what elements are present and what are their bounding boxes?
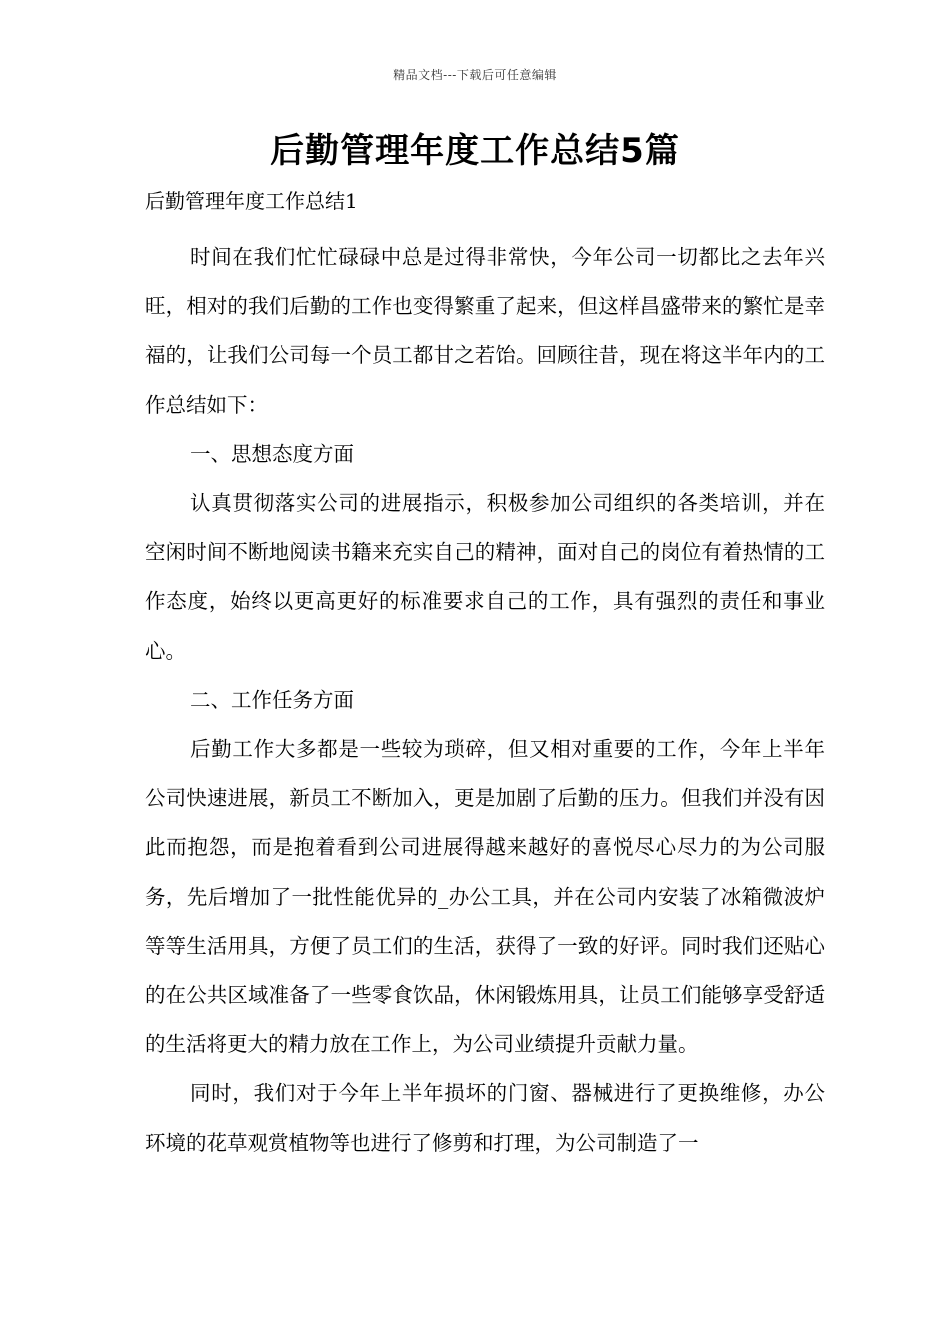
header-note: 精品文档---下载后可任意编辑 — [393, 68, 557, 82]
paragraph-intro: 时间在我们忙忙碌碌中总是过得非常快，今年公司一切都比之去年兴旺，相对的我们后勤的工作也变得繁重了起来，但这样昌盛带来的繁忙是幸福的，让我们公司每一个员工都甘之若饴。回顾往昔，现在将这半年内的工作总结如下： — [145, 245, 825, 417]
document-title: 后勤管理年度工作总结5篇 — [270, 131, 680, 171]
document-body — [145, 233, 825, 1168]
section-heading-attitude: 一、思想态度方面 — [190, 441, 354, 466]
paragraph-maintenance: 同时，我们对于今年上半年损坏的门窗、器械进行了更换维修，办公环境的花草观赏植物等也进行了修剪和打理，为公司制造了一 — [145, 1081, 825, 1155]
paragraph-attitude: 认真贯彻落实公司的进展指示，积极参加公司组织的各类培训，并在空闲时间不断地阅读书籍来充实自己的精神，面对自己的岗位有着热情的工作态度，始终以更高更好的标准要求自己的工作，具有强烈的责任和事业心。 — [145, 491, 825, 663]
section-heading-tasks: 二、工作任务方面 — [190, 687, 354, 712]
section-subtitle: 后勤管理年度工作总结1 — [145, 189, 358, 213]
paragraph-tasks: 后勤工作大多都是一些较为琐碎，但又相对重要的工作，今年上半年公司快速进展，新员工不断加入，更是加剧了后勤的压力。但我们并没有因此而抱怨，而是抱着看到公司进展得越来越好的喜悦尽心尽力的为公司服务，先后增加了一批性能优异的_办公工具，并在公司内安装了冰箱微波炉等等生活用具，方便了员工们的生活，获得了一致的好评。同时我们还贴心的在公共区域准备了一些零食饮品，休闲锻炼用具，让员工们能够享受舒适的生活将更大的精力放在工作上，为公司业绩提升贡献力量。 — [145, 737, 825, 1057]
